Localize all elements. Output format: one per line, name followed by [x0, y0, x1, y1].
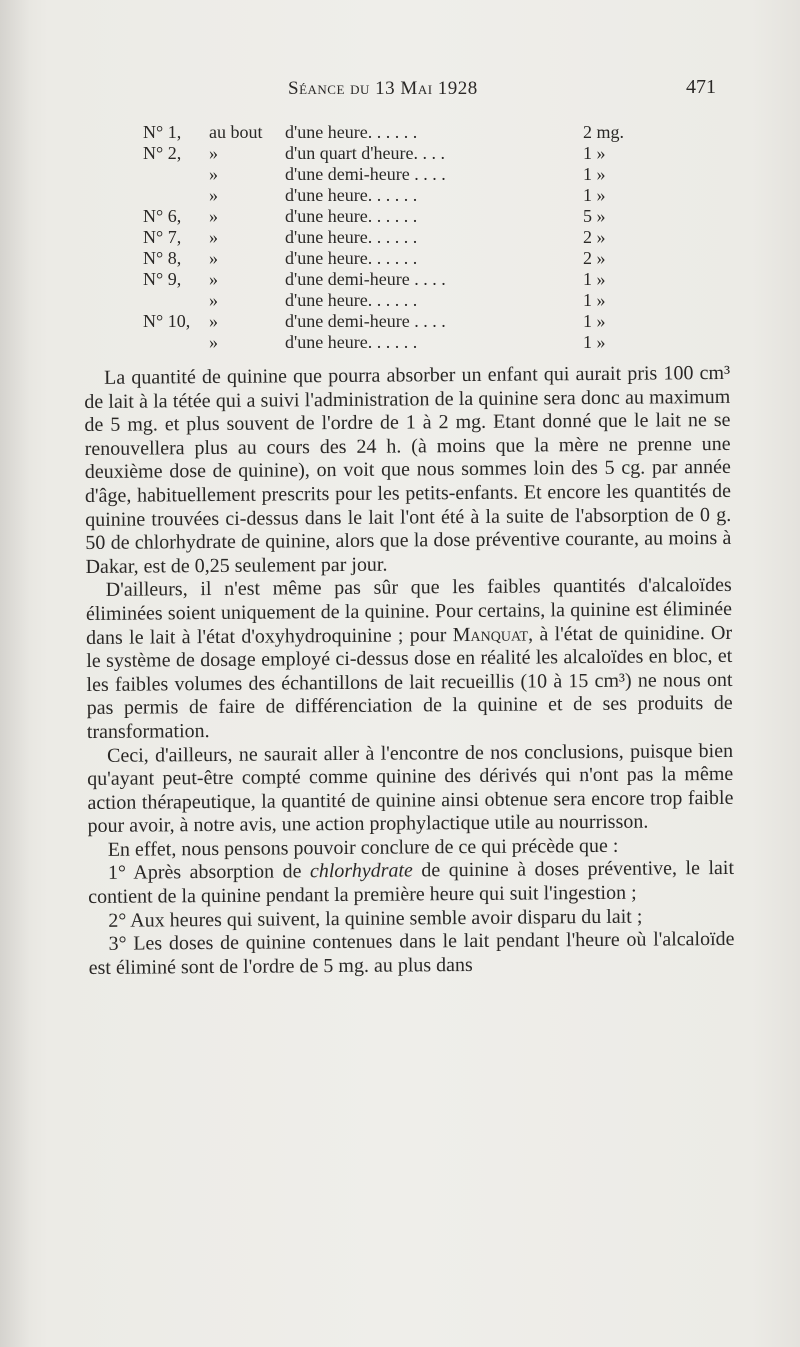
time-prefix: » [209, 227, 218, 247]
time-period: d'une heure. . . . . . [285, 332, 418, 352]
sample-number: N° 1, [143, 122, 182, 142]
paragraph-1: La quantité de quinine que pourra absorber un enfant qui aurait pris 100 cm³ de lait à la tétée qui a suivi l'administration de la quinine sera donc au maximum de 5 mg. et plus souvent de l'ordre de 1 à 2 mg. Etant donné que le lait ne se renouvellera plus au cours des 24 h. (à moins que la mère ne prenne une deuxième dose de quinine), on voit que nous sommes loin des 5 cg. par année d'âge, habituellement prescrits pour les petits-enfants. Et encore les quantités de quinine trouvées ci-dessus dans le lait l'ont été à la suite de l'absorption de 0 g. 50 de chlorhydrate de quinine, alors que la dose préventive courante, au moins à Dakar, est de 0,25 seulement par jour. [84, 361, 732, 578]
header-title: Séance du 13 Mai 1928 [288, 78, 478, 99]
sample-number: N° 8, [143, 248, 182, 268]
quantity: 1 » [583, 185, 606, 205]
quantity: 2 mg. [583, 122, 625, 142]
time-prefix: » [209, 269, 218, 289]
time-prefix: » [209, 290, 218, 310]
time-period: d'une demi-heure . . . . [285, 269, 446, 289]
conclusion-2: 2° Aux heures qui suivent, la quinine semble avoir disparu du lait ; [108, 905, 643, 932]
author-name: Manquat [452, 623, 529, 646]
quantity: 2 » [583, 248, 606, 268]
dose-row [143, 143, 663, 164]
dose-row [143, 164, 663, 185]
time-prefix: au bout [209, 122, 263, 142]
time-prefix: » [209, 332, 218, 352]
paragraph-4: En effet, nous pensons pouvoir conclure de ce qui précède que : [107, 834, 619, 861]
time-prefix: » [209, 248, 218, 268]
time-period: d'une heure. . . . . . [285, 185, 418, 205]
time-period: d'une demi-heure . . . . [285, 164, 446, 184]
conclusion-1-end: de quinine à doses préventive, le lait contient de la quinine pendant la première heure qui suit l'ingestion ; [88, 857, 735, 909]
paragraph-2-end: , à l'état de quinidine. Or le système de dosage employé ci-dessus dose en réalité les alcaloïdes en bloc, et les faibles volumes des échantillons de lait recueillis (10 à 15 cm³) ne nous ont pas permis de faire de différenciation de la quinine et de ses produits de transformation. [86, 621, 733, 743]
time-period: d'une heure. . . . . . [285, 227, 418, 247]
quantity: 1 » [583, 269, 606, 289]
running-header [0, 76, 800, 106]
dose-row [143, 206, 663, 227]
dose-row [143, 269, 663, 290]
time-period: d'une demi-heure . . . . [285, 311, 446, 331]
time-period: d'une heure. . . . . . [285, 248, 418, 268]
time-prefix: » [209, 143, 218, 163]
time-prefix: » [209, 311, 218, 331]
dose-row [143, 290, 663, 311]
quantity: 1 » [583, 143, 606, 163]
dose-row [143, 248, 663, 269]
quantity: 1 » [583, 311, 606, 331]
page-number: 471 [686, 76, 716, 98]
time-prefix: » [209, 185, 218, 205]
sample-number: N° 6, [143, 206, 182, 226]
dose-row [143, 332, 663, 353]
quantity: 5 » [583, 206, 606, 226]
time-period: d'un quart d'heure. . . . [285, 143, 445, 163]
quantity: 1 » [583, 332, 606, 352]
dose-row [143, 227, 663, 248]
sample-number: N° 9, [143, 269, 182, 289]
dose-row [143, 122, 663, 143]
time-prefix: » [209, 164, 218, 184]
dose-row [143, 185, 663, 206]
quantity: 1 » [583, 164, 606, 184]
dose-list [143, 122, 663, 353]
conclusion-3: 3° Les doses de quinine contenues dans le lait pendant l'heure où l'alcaloïde est éliminé sont de l'ordre de 5 mg. au plus dans [88, 928, 735, 979]
dose-row [143, 311, 663, 332]
gutter-shadow [0, 0, 30, 1347]
conclusion-1 [88, 857, 734, 909]
paragraph-2-start: D'ailleurs, il n'est même pas sûr que les faibles quantités d'alcaloïdes éliminées soient uniquement de la quinine. Pour certains, la quinine est éliminée dans le lait à l'état d'oxyhydroquinine ; pour [85, 574, 733, 649]
paragraph-2 [86, 574, 733, 744]
time-prefix: » [209, 206, 218, 226]
quantity: 2 » [583, 227, 606, 247]
time-period: d'une heure. . . . . . [285, 290, 418, 310]
quantity: 1 » [583, 290, 606, 310]
conclusion-1-start: 1° Après absorption de [107, 860, 302, 885]
body-text [84, 362, 735, 980]
paragraph-3: Ceci, d'ailleurs, ne saurait aller à l'encontre de nos conclusions, puisque bien qu'ayant peut-être compté comme quinine des dérivés qui n'ont pas la même action thérapeutique, la quantité de quinine ainsi obtenue sera encore trop faible pour avoir, à notre avis, une action prophylactique utile au nourrisson. [87, 739, 734, 838]
emphasis-chlorhydrate: chlorhydrate [309, 859, 413, 883]
sample-number: N° 7, [143, 227, 182, 247]
time-period: d'une heure. . . . . . [285, 122, 418, 142]
time-period: d'une heure. . . . . . [285, 206, 418, 226]
sample-number: N° 2, [143, 143, 182, 163]
sample-number: N° 10, [143, 311, 191, 331]
